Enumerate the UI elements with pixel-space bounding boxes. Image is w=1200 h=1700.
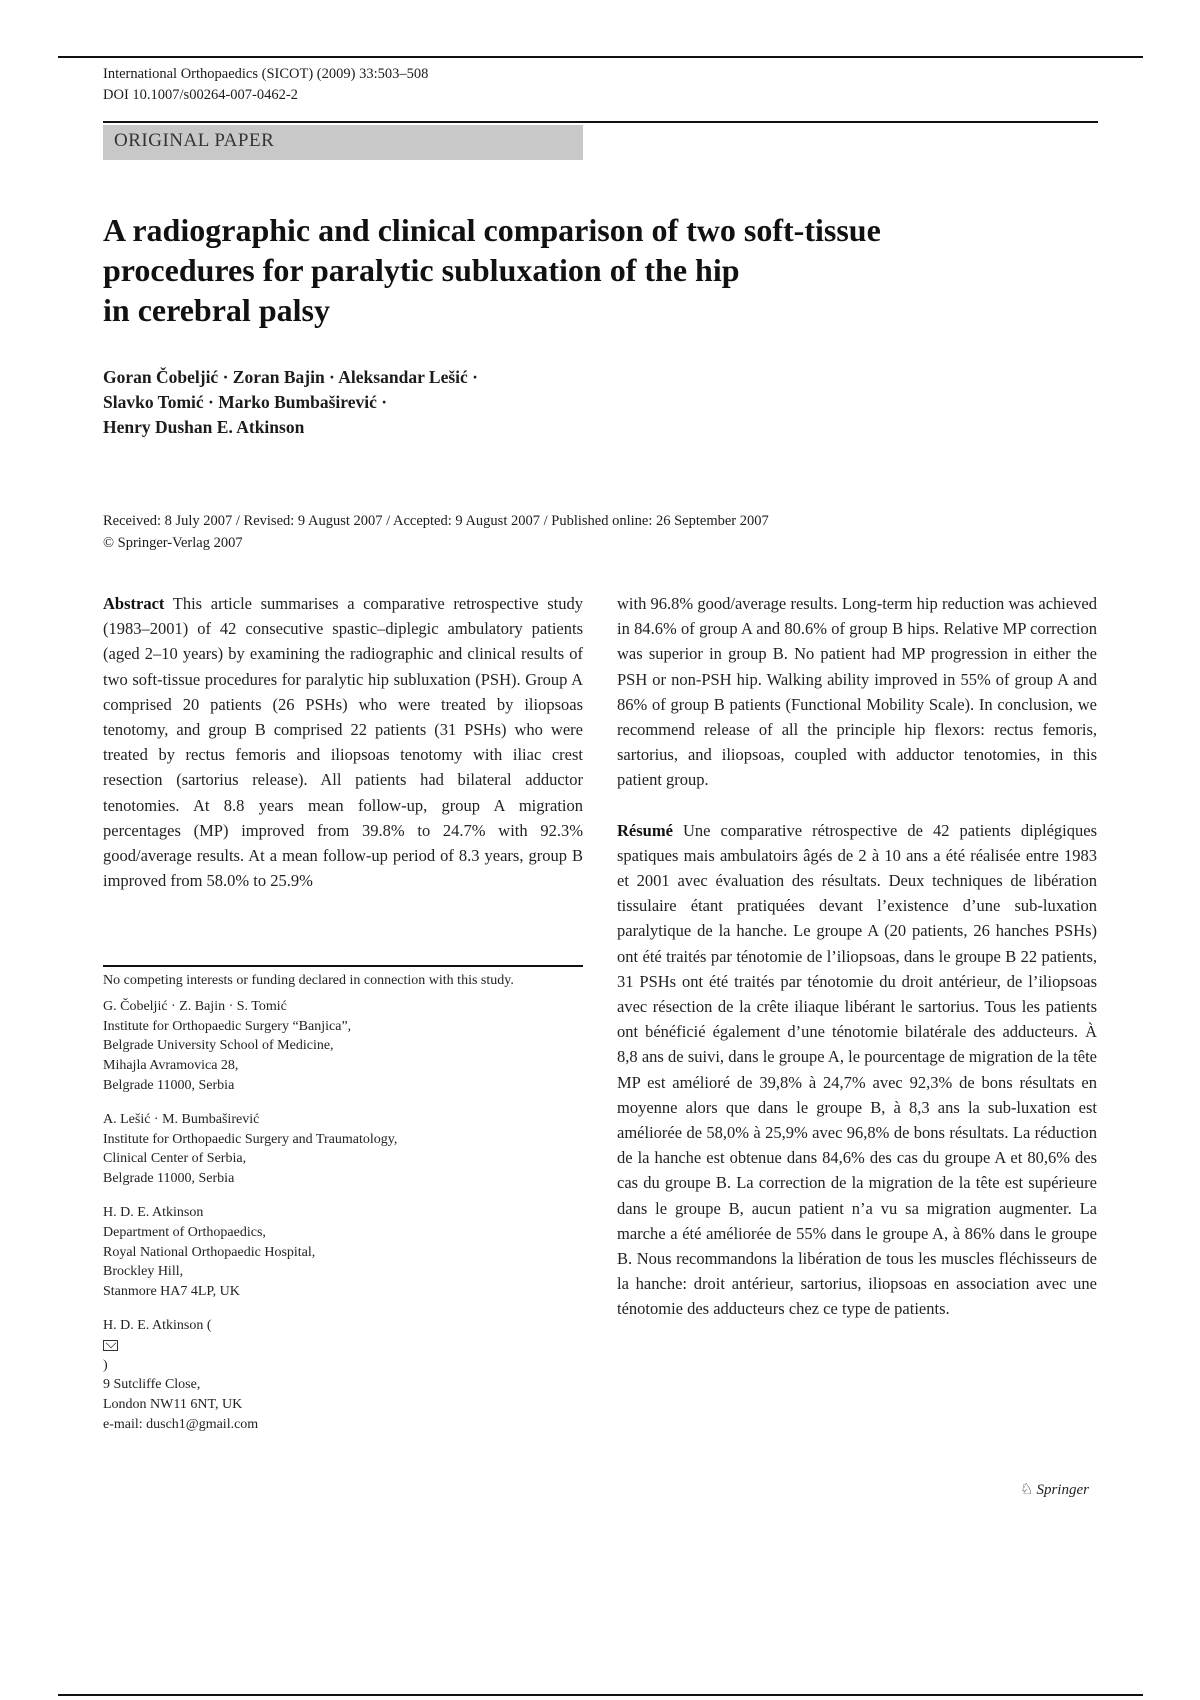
section-band <box>103 125 583 160</box>
affiliation-line: Brockley Hill, <box>103 1264 184 1280</box>
left-column <box>103 591 583 893</box>
header-rule <box>103 121 1098 123</box>
title-line: in cerebral palsy <box>103 292 330 328</box>
paper-title <box>103 210 1083 330</box>
address-line: London NW11 6NT, UK <box>103 1397 243 1413</box>
journal-citation: International Orthopaedics (SICOT) (2009) 33:503–508 <box>103 66 429 82</box>
top-rule <box>58 56 1143 58</box>
affiliation-line: H. D. E. Atkinson <box>103 1204 204 1220</box>
address-line: 9 Sutcliffe Close, <box>103 1377 201 1393</box>
envelope-icon[interactable] <box>103 1340 118 1351</box>
resume-text: Une comparative rétrospective de 42 patients diplégiques spatiques mais ambulatoirs âgés de 2 à 10 ans a été réalisée entre 1983 et 2001 avec évaluation des résultats. Deux techniques de libération tissulaire étant pratiquées devant l’existence d’une sub-luxation paralytique de la hanche. Le groupe A (20 patients, 26 hanches PSHs) ont été traités par ténotomie de l’iliopsoas, dans le groupe B 22 patients, 31 PSHs ont été traités par ténotomie du droit antérieur, de l’iliopsoas avec résection de la crête iliaque libérant le sartorius. Tous les patients ont bénéficié également d’une ténotomie bilatérale des adducteurs. À 8,8 ans de suivi, dans le groupe A, le pourcentage de migration de la tête MP est amélioré de 39,8% à 24,7% avec 92,3% de bons résultats en moyenne alors que dans le groupe B, à 8,3 ans la sub-luxation est améliorée de 58,0% à 25,9% avec 96,8% de bons résultats. La réduction de la hanche est obtenue dans 84,6% des cas du groupe A et 80,6% des cas du groupe B. La correction de la migration de la tête est supérieure dans le groupe B, aucun patient n’a vu sa migration augmenter. La marche a été améliorée de 55% dans le groupe A, à 86% dans le groupe B. Nous recommandons la libération de tous les muscles fléchisseurs de la hanche: droit antérieur, sartorius, iliopsoas en association avec une ténotomie des adducteurs chez ce type de patients. <box>617 820 1098 1319</box>
author-line: Slavko Tomić · Marko Bumbaširević · <box>103 392 388 412</box>
affiliation <box>103 997 583 1096</box>
affiliation-line: A. Lešić · M. Bumbaširević <box>103 1111 260 1127</box>
publication-history <box>103 510 769 554</box>
author-line: Henry Dushan E. Atkinson <box>103 417 305 437</box>
title-line: A radiographic and clinical comparison of two soft-tissue <box>103 212 881 248</box>
affiliation <box>103 1203 583 1302</box>
email-link[interactable]: e-mail: dusch1@gmail.com <box>103 1416 259 1432</box>
affiliation-line: Department of Orthopaedics, <box>103 1224 266 1240</box>
footnotes <box>103 971 583 1449</box>
section-label: ORIGINAL PAPER <box>114 130 275 151</box>
affiliation <box>103 1110 583 1189</box>
doi[interactable]: DOI 10.1007/s00264-007-0462-2 <box>103 87 298 103</box>
footnote-rule <box>103 965 583 967</box>
resume-label: Résumé <box>617 820 673 840</box>
affiliation-line: G. Čobeljić · Z. Bajin · S. Tomić <box>103 998 287 1014</box>
resume <box>617 818 1097 1322</box>
affiliation-line: Royal National Orthopaedic Hospital, <box>103 1244 316 1260</box>
copyright: © Springer-Verlag 2007 <box>103 535 243 551</box>
paragraph-gap <box>617 793 1097 818</box>
affiliation-line: Clinical Center of Serbia, <box>103 1151 247 1167</box>
publisher-logo <box>1020 1480 1089 1499</box>
affiliation-line: Institute for Orthopaedic Surgery “Banjica”, <box>103 1018 352 1034</box>
abstract-continuation: with 96.8% good/average results. Long-term hip reduction was achieved in 84.6% of group A and 80.6% of group B hips. Relative MP correction was superior in group B. No patient had MP progression in either the PSH or non-PSH hip. Walking ability improved in 55% of group A and 86% of group B patients (Functional Mobility Scale). In conclusion, we recommend release of all the principle hip flexors: rectus femoris, sartorius, and iliopsoas, coupled with adductor tenotomies, in this patient group. <box>617 594 1097 790</box>
affiliation-line: Belgrade 11000, Serbia <box>103 1171 235 1187</box>
affiliation-line: Belgrade 11000, Serbia <box>103 1077 235 1093</box>
history-dates: Received: 8 July 2007 / Revised: 9 August 2007 / Accepted: 9 August 2007 / Published online: 26 September 2007 <box>103 513 769 529</box>
abstract-label: Abstract <box>103 594 165 613</box>
affiliation-line: Belgrade University School of Medicine, <box>103 1038 334 1054</box>
correspondence-name: H. D. E. Atkinson ( ) <box>103 1317 212 1373</box>
journal-header <box>103 64 428 106</box>
abstract <box>103 591 583 893</box>
author-list <box>103 365 478 440</box>
right-column <box>617 591 1097 1322</box>
publisher-name: Springer <box>1036 1482 1089 1498</box>
affiliation-line: Stanmore HA7 4LP, UK <box>103 1284 240 1300</box>
abstract-text: This article summarises a comparative retrospective study (1983–2001) of 42 consecutive spastic–diplegic ambulatory patients (aged 2–10 years) by examining the radiographic and clinical results of two soft-tissue procedures for paralytic hip subluxation (PSH). Group A comprised 20 patients (26 PSHs) who were treated by iliopsoas tenotomy, and group B comprised 22 patients (31 PSHs) who were treated by rectus femoris and iliopsoas tenotomy with iliac crest resection (sartorius release). All patients had bilateral adductor tenotomies. At 8.8 years mean follow-up, group A migration percentages (MP) improved from 39.8% to 24.7% with 92.3% good/average results. At a mean follow-up period of 8.3 years, group B improved from 58.0% to 25.9% <box>103 594 583 891</box>
title-line: procedures for paralytic subluxation of the hip <box>103 252 740 288</box>
competing-interests: No competing interests or funding declared in connection with this study. <box>103 973 514 988</box>
bottom-rule <box>58 1694 1143 1696</box>
correspondence-address <box>103 1316 583 1435</box>
affiliation-line: Mihajla Avramovica 28, <box>103 1058 239 1074</box>
author-line: Goran Čobeljić · Zoran Bajin · Aleksandar Lešić · <box>103 367 478 387</box>
affiliation-line: Institute for Orthopaedic Surgery and Traumatology, <box>103 1131 398 1147</box>
springer-horse-icon: ♘ <box>1020 1482 1034 1498</box>
